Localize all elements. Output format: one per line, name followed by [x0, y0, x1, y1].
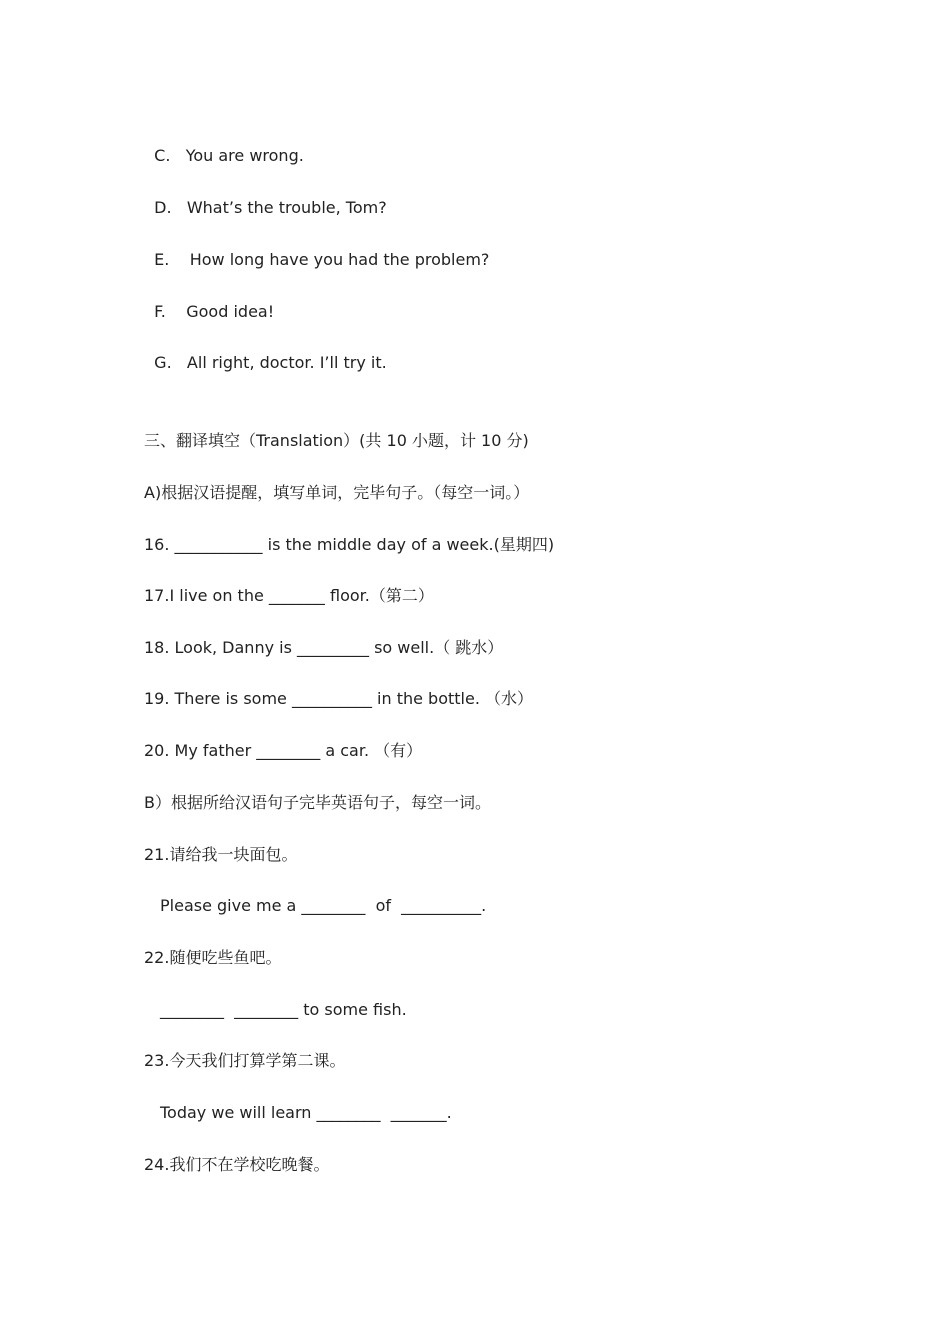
question-17: 17.I live on the _______ floor.（第二）	[144, 586, 434, 605]
option-e	[144, 230, 489, 270]
section-title: 三、翻译填空（Translation）(共 10 小题，计 10 分)	[144, 431, 529, 450]
question-16: 16. ___________ is the middle day of a week.(星期四)	[144, 535, 555, 554]
option-letter: G.	[154, 353, 172, 372]
question-18: 18. Look, Danny is _________ so well.（ 跳水）	[144, 638, 504, 657]
option-letter: F.	[154, 302, 166, 321]
option-text: All right, doctor. I’ll try it.	[186, 353, 387, 372]
option-f	[144, 282, 274, 322]
option-text: Good idea!	[181, 302, 275, 321]
question-19: 19. There is some __________ in the bottle. （水）	[144, 689, 534, 708]
question-23-english: Today we will learn ________ _______.	[160, 1103, 452, 1122]
part-b-instruction: B）根据所给汉语句子完毕英语句子，每空一词。	[144, 793, 491, 812]
question-23-chinese: 23.今天我们打算学第二课。	[144, 1051, 346, 1070]
option-letter: D.	[154, 198, 172, 217]
question-21-chinese: 21.请给我一块面包。	[144, 845, 298, 864]
question-22-chinese: 22.随便吃些鱼吧。	[144, 948, 282, 967]
option-g	[144, 333, 387, 373]
option-text: How long have you had the problem?	[184, 250, 490, 269]
question-22-english: ________ ________ to some fish.	[160, 1000, 407, 1019]
option-d	[144, 178, 387, 218]
question-21-english: Please give me a ________ of __________.	[160, 896, 487, 915]
part-a-instruction: A)根据汉语提醒，填写单词，完毕句子。（每空一词。）	[144, 483, 530, 502]
option-c	[144, 126, 304, 166]
option-text: What’s the trouble, Tom?	[186, 198, 387, 217]
option-letter: C.	[154, 146, 171, 165]
question-20: 20. My father ________ a car. （有）	[144, 741, 423, 760]
question-24-chinese: 24.我们不在学校吃晚餐。	[144, 1155, 330, 1174]
option-letter: E.	[154, 250, 170, 269]
option-text: You are wrong.	[185, 146, 304, 165]
